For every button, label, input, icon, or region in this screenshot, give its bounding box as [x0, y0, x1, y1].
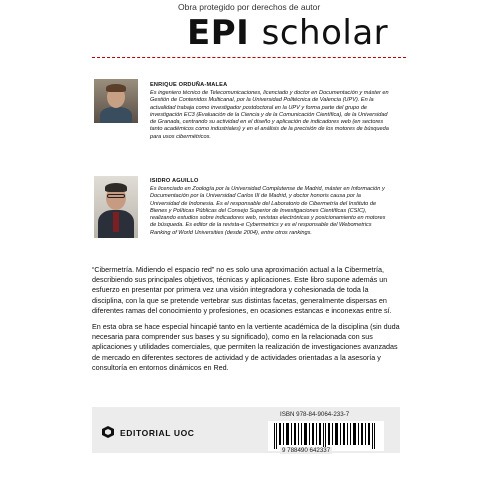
author-name-1: ENRIQUE ORDUÑA-MALEA — [150, 82, 228, 88]
header-divider — [92, 57, 406, 58]
book-synopsis — [92, 265, 400, 379]
author-photo-1 — [94, 79, 138, 123]
barcode-number: 9 788490 642337 — [282, 447, 331, 454]
author-photo-2 — [94, 176, 138, 238]
author-bio-2: Es licenciado en Zoología por la Universidad Complutense de Madrid, máster en Información y Documentación por la Universidad Carlos III de Madrid, y doctor honoris causa por la Universidad de Indonesia. Es el responsable del Laboratorio de Cibermetría del Instituto de Bienes y Políticas Públicas del Consejo Superior de Investigaciones Científicas (CSIC), realizando estudios sobre indicadores web, revistas electrónicas y posicionamiento en motores de búsqueda. Es editor de la revista-e Cybermetrics y es el responsable del Webometrics Ranking of World Universities (desde 2004), entre otros rankings. — [150, 186, 386, 236]
publisher-logo-icon — [101, 425, 115, 439]
author-bio-1: Es ingeniero técnico de Telecomunicaciones, licenciado y doctor en Documentación y máster en Gestión de Contenidos Multicanal, por la Universidad Politécnica de Valencia (UPV). En la actualidad trabaja como investigador postdoctoral en la UPV y forma parte del grupo de investigación EC3 (Evaluación de la Ciencia y de la Comunicación Científica), de la Universidad de Granada, centrando su actividad en el diseño y aplicación de indicadores web (en sectores tanto académicos como industriales) y en el análisis de la precisión de los motores de búsqueda para usos cibermétricos. — [150, 90, 389, 140]
series-logo-part1: EPI — [187, 13, 250, 53]
isbn-text: ISBN 978-84-9064-233-7 — [280, 411, 350, 418]
series-logo — [187, 13, 388, 53]
publisher-name: EDITORIAL UOC — [120, 428, 195, 438]
series-logo-part2: scholar — [261, 13, 389, 53]
synopsis-paragraph-1: “Cibermetría. Midiendo el espacio red” no es solo una aproximación actual a la Cibermetría, describiendo sus principales objetivos, técnicas y aplicaciones. Este libro supone además un esfuerzo en presentar por primera vez una visión integradora y cohesionada de toda la disciplina, con la que se pretende vertebrar sus distintas facetas, generalmente dispersas en diferentes ramas del conocimiento y profesiones, en ocasiones estancas e inconexas entre sí. — [92, 265, 392, 315]
copyright-notice: Obra protegido por derechos de autor — [178, 2, 321, 12]
synopsis-paragraph-2: En esta obra se hace especial hincapié tanto en la vertiente académica de la disciplina (sin duda necesaria para comprender sus bases y su significado), como en la relacionada con sus aplicaciones y utilidades comerciales, que permiten la realización de investigaciones avanzadas de mercado en diferentes sectores de actividad y de actividades orientadas a la asesoría y consultoría en entornos dinámicos en Red. — [92, 322, 400, 372]
author-name-2: ISIDRO AGUILLO — [150, 178, 199, 184]
